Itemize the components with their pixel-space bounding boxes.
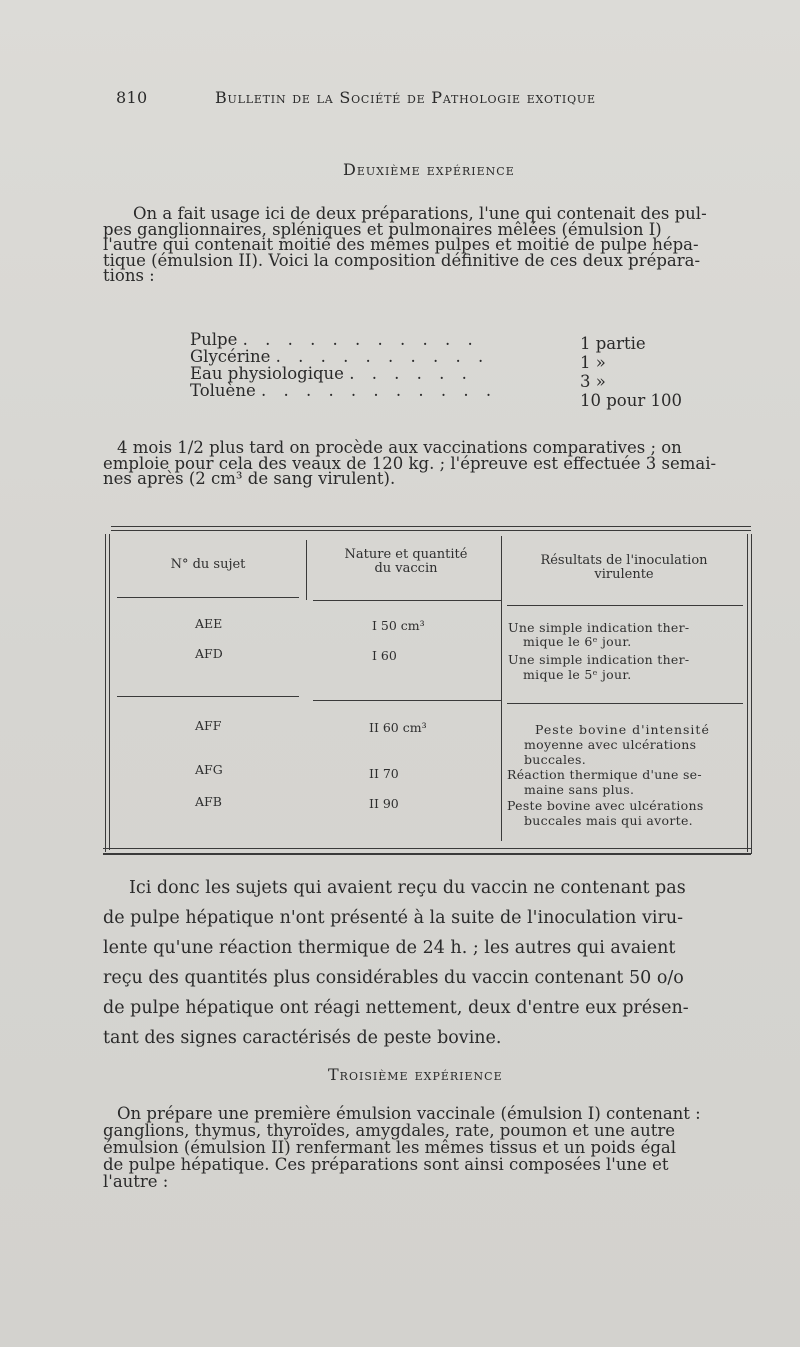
paragraph-line: pes ganglionnaires, spléniques et pulmonaires mêlées (émulsion I) (103, 219, 662, 239)
subject-id: AFG (195, 762, 223, 777)
subject-id: AEE (195, 616, 223, 631)
paragraph-line: tions : (103, 266, 155, 285)
paragraph-line: l'autre qui contenait moitié des mêmes pulpes et moitié de pulpe hépa- (103, 235, 699, 254)
column-separator (306, 540, 307, 600)
header-underline (507, 605, 743, 606)
leader-dots: . . . . . . . . . . (275, 347, 490, 366)
section-title-deuxieme: Deuxième expérience (343, 160, 515, 179)
table-border-right (747, 534, 748, 852)
results-table (103, 526, 751, 856)
composition-item: Glycérine (190, 347, 271, 366)
result-line: mique le 6ᵉ jour. (523, 634, 632, 649)
result-line: moyenne avec ulcérations (524, 737, 697, 752)
subject-id: AFB (195, 794, 222, 809)
vaccine-dose: I 50 cm³ (372, 618, 425, 633)
result-line: maine sans plus. (524, 782, 635, 797)
result-line: Une simple indication ther- (508, 620, 690, 635)
result-line: buccales mais qui avorte. (524, 813, 693, 828)
paragraph-line: nes après (2 cm³ de sang virulent). (103, 469, 396, 488)
composition-item: Pulpe (190, 330, 238, 349)
composition-list (190, 330, 682, 410)
paragraph-line: tant des signes caractérisés de peste bovine. (103, 1028, 502, 1048)
section-title-troisieme: Troisième expérience (328, 1065, 503, 1084)
column-header-subject: N° du sujet (170, 557, 246, 572)
running-header (116, 88, 664, 107)
composition-item: Toluène (190, 381, 256, 400)
composition-amount: 10 pour 100 (580, 391, 682, 410)
paragraph-line: de pulpe hépatique ont réagi nettement, deux d'entre eux présen- (103, 998, 689, 1018)
table-border-bottom-inner (103, 848, 751, 849)
leader-dots: . . . . . . . . . . . (260, 381, 498, 400)
composition-amount: 3 » (580, 372, 606, 391)
column-separator (501, 536, 502, 841)
paragraph-line: 4 mois 1/2 plus tard on procède aux vaccinations comparatives ; on (117, 438, 682, 457)
page-number: 810 (116, 88, 148, 107)
paragraph-line: de pulpe hépatique. Ces préparations sont ainsi composées l'une et (103, 1155, 669, 1174)
paragraph-line: l'autre : (103, 1172, 169, 1191)
vaccine-dose: II 90 (369, 796, 399, 811)
result-line: buccales. (524, 752, 586, 767)
running-title: Bulletin de la Société de Pathologie exotique (215, 88, 596, 107)
intro-paragraph (103, 206, 707, 284)
vaccine-dose: II 60 cm³ (369, 720, 427, 735)
table-border-top-inner (111, 530, 751, 531)
column-header-vaccine: Nature et quantité du vaccin (344, 547, 468, 576)
result-line: mique le 5ᵉ jour. (523, 667, 632, 682)
result-line: Peste bovine avec ulcérations (507, 798, 704, 813)
composition-row (190, 381, 682, 410)
third-experiment-paragraph (103, 1105, 701, 1190)
table-border-bottom (103, 853, 751, 855)
vaccination-paragraph (103, 440, 716, 487)
vaccine-dose: I 60 (372, 648, 397, 663)
leader-dots: . . . . . . (349, 364, 473, 383)
paragraph-line: On prépare une première émulsion vaccinale (émulsion I) contenant : (117, 1104, 701, 1123)
result-line: Une simple indication ther- (508, 652, 690, 667)
composition-amount: 1 » (580, 353, 606, 372)
header-underline (117, 597, 299, 598)
composition-amount: 1 partie (580, 334, 646, 353)
paragraph-line: On a fait usage ici de deux préparations, l'une qui contenait des pul- (133, 204, 707, 223)
group-separator (507, 703, 743, 704)
group-separator (313, 700, 501, 701)
paragraph-line: émulsion (émulsion II) renfermant les mêmes tissus et un poids égal (103, 1138, 677, 1157)
result-line: Réaction thermique d'une se- (507, 767, 702, 782)
group-separator (117, 696, 299, 697)
table-border-top (111, 526, 751, 527)
conclusion-paragraph (103, 873, 689, 1053)
header-underline (313, 600, 501, 601)
paragraph-line: reçu des quantités plus considérables du vaccin contenant 50 o/o (103, 968, 684, 988)
result-line: Peste bovine d'intensité (535, 722, 710, 737)
leader-dots: . . . . . . . . . . . (242, 330, 479, 349)
table-border-left (105, 534, 106, 852)
paragraph-line: de pulpe hépatique n'ont présenté à la suite de l'inoculation viru- (103, 908, 684, 928)
paragraph-line: Ici donc les sujets qui avaient reçu du vaccin ne contenant pas (129, 878, 686, 898)
vaccine-dose: II 70 (369, 766, 399, 781)
paragraph-line: tique (émulsion II). Voici la composition définitive de ces deux prépara- (103, 250, 701, 270)
column-header-result: Résultats de l'inoculation virulente (540, 553, 708, 582)
paragraph-line: ganglions, thymus, thyroïdes, amygdales, rate, poumon et une autre (103, 1121, 676, 1140)
composition-item: Eau physiologique (190, 364, 344, 383)
table-border-right-outer (751, 534, 752, 854)
paragraph-line: lente qu'une réaction thermique de 24 h. ; les autres qui avaient (103, 938, 676, 958)
table-border-left-inner (109, 534, 110, 850)
subject-id: AFF (195, 718, 222, 733)
subject-id: AFD (195, 646, 223, 661)
paragraph-line: emploie pour cela des veaux de 120 kg. ; l'épreuve est effectuée 3 semai- (103, 453, 717, 473)
